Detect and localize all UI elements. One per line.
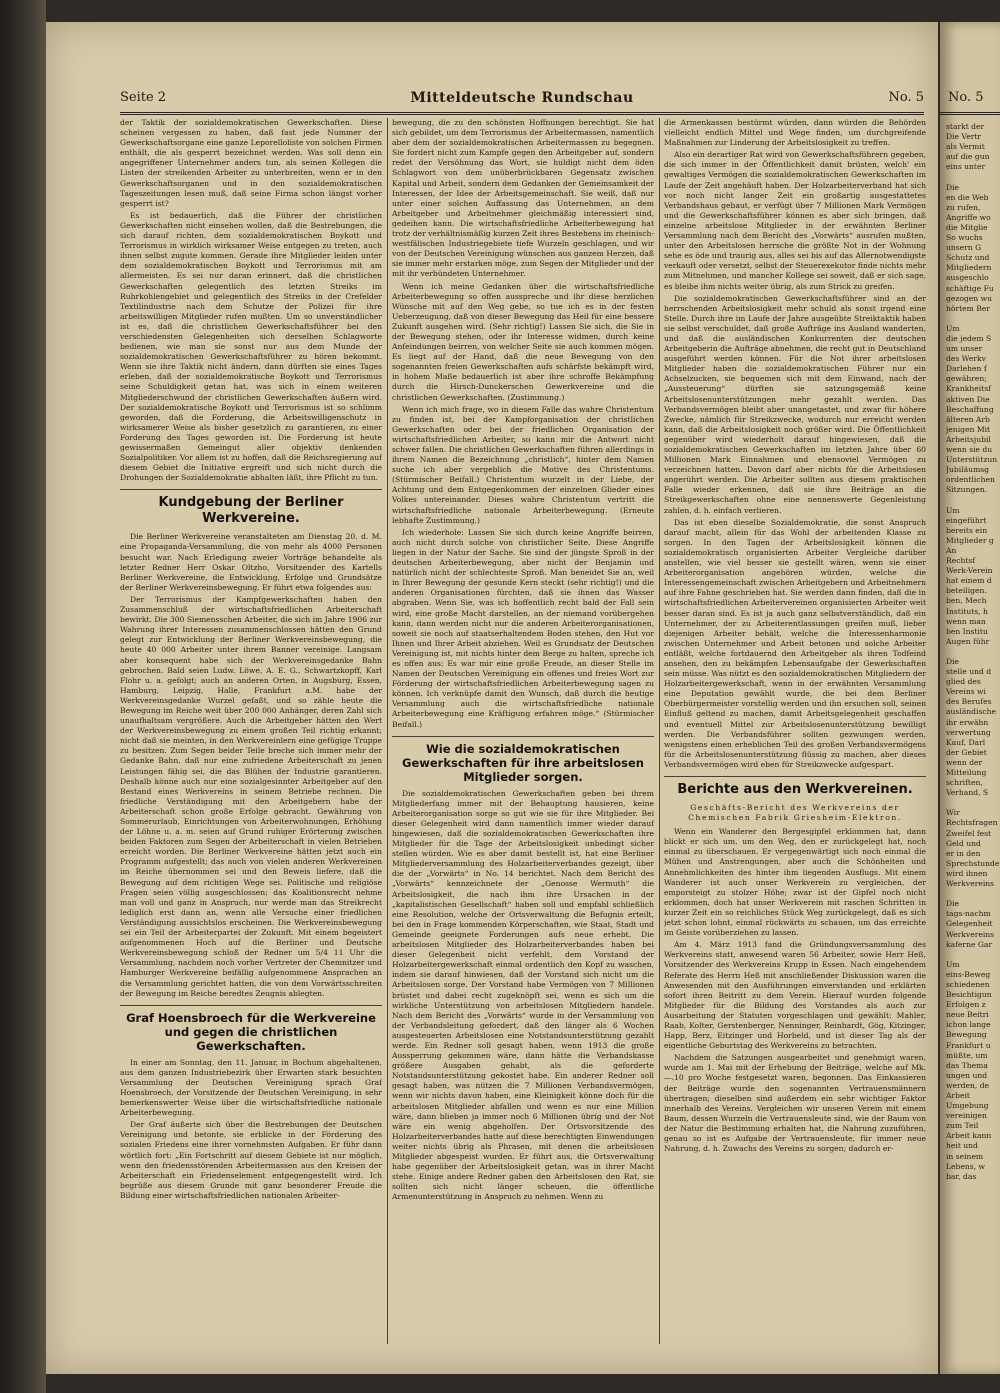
adjacent-text-line: Werk-Verein (946, 566, 993, 576)
adjacent-text-line: tags-nachm (946, 909, 991, 919)
adjacent-text-line: Augen führ (946, 636, 990, 646)
adjacent-text-line: ben, Mech (946, 596, 987, 606)
article-paragraph: Es ist bedauerlich, daß die Führer der christlichen Gewerkschaften nicht einsehen wollen, daß die Bestrebungen, die sich darauf richten, dem sozialdemokratischen Boykott und Terrorismus in wirklich wirksamer Weise entgegen zu treten, auch ihnen selbst zugute kommen. Gerade ihre Mitglieder leiden unter dem sozialdemokratischen Boykott und Terrorismus mit am allermeisten. Es sei nur daran erinnert, daß die christlichen Gewerkschaften gelegentlich des letzten Streiks im Ruhrkohlengebiet und gelegentlich des Streiks in der Crefelder Textilindustrie nach dem Schutze der Polizei für ihre arbeitswilligen Mitglieder rufen mußten. Um so unverständlicher ist es, daß die christlichen Gewerkschaftsführer bei den verschiedensten Gelegenheiten sich derselben Schlagworte bedienen, wie man sie sonst nur aus dem Munde der sozialdemokratischen Gewerkschaftsführer zu hören bekommt. Wenn sie ihre Taktik nicht ändern, dann dürften sie eines Tages erleben, daß der sozialdemokratische Boykott und Terrorismus seine Schuldigkeit getan hat, was sich in einem weiteren Mitgliederschwund der christlichen Gewerkschaften äußern wird. Der sozialdemokratische Boykott und Terrorismus ist so schlimm geworden, daß die Forderung, die Arbeitswilligenschutz in wirksamerer Weise als bisher gesetzlich zu garantieren, zu einer Forderung des Tages geworden ist. Die Forderung ist heute gewissermaßen Gemeingut aller objektiv denkenden Sozialpolitiker. Vor allem ist zu hoffen, daß die Reichsregierung auf diesem Gebiet die Initiative ergreift und sich nicht durch die Drohungen der Sozialdemokratie abhalten läßt, ihre Pflicht zu tun. (120, 210, 382, 483)
article-columns (120, 118, 924, 1344)
adjacent-text-line: beteiligen. (946, 586, 987, 596)
adjacent-text-line: heit und (946, 1141, 978, 1151)
adjacent-text-line: vereinigen (946, 1111, 987, 1121)
adjacent-text-line: kaferne Gar (946, 939, 993, 949)
adjacent-text-line: Jubiläumsg (946, 465, 990, 475)
article-paragraph: Der Terrorismus der Kampfgewerkschaften haben den Zusammenschluß der wirtschaftsfriedlichen Arbeiterschaft bewirkt. Die 300 Siemensschen Arbeiter, die sich im Jahre 1906 zur Wahrung ihrer Interessen zusammenschlossen hätten den Grund gelegt zur Entwicklung der Berliner Werkvereinsbewegung, die heute 40 000 Arbeiter unter ihrem Banner vereinige. Langsam aber konsequent habe sich der Werkvereinsgedanke Bahn gebrochen. Bald seien Ludw. Löwe, A. E. G., Schwartzkopff, Karl Flohr u. a. gefolgt; auch an anderen Orten, in Augsburg, Essen, Hamburg, Leipzig, Halle, Frankfurt a.M. habe der Werkvereinsgedanke Wurzel gefaßt, und so zähle heute die Bewegung im Reiche weit über 200 000 Anhänger, deren Zahl sich unaufhaltsam vergrößere. Auch die Arbeitgeber hätten den Wert der Werkvereinsbewegung zu einem großen Teil richtig erkannt; nicht daß sie meinten, in den Werkvereinlern eine gefügige Truppe zu besitzen. Zum Segen beider Teile breche sich immer mehr der Gedanke Bahn, daß nur eine zufriedene Arbeiterschaft zu jenen Leistungen fähig sei, die das Blühen der Industrie garantieren. Deshalb könne auch nur eine sozialgesinnter Arbeitgeber auf den Bestand eines Werkvereins in seinem Betriebe rechnen. Die friedliche Verständigung mit den Arbeitgebern habe der Arbeiterschaft schon große Erfolge gebracht. Gewährung von Sommerurlaub, Einrichtungen von Arbeiterwohnungen, Erhöhung der Löhne u. a. m. seien auf Grund ruhiger Erörterung zwischen beiden Faktoren zum Segen der Arbeiterschaft in vielen Betrieben erreicht worden. Die Berliner Werkvereine hätten jetzt auch ein Programm aufgestellt; das auch von vielen anderen Werkvereinen im Reiche übernommen sei und den Beweis liefere, daß die Bewegung auf dem richtigen Wege sei. Politische und religiöse Fragen seien völlig ausgeschlossen; das Koalitionsrecht nehme man voll und ganz in Anspruch, nur werde man das Streikrecht lediglich erst dann an, wenn alle Versuche einer friedlichen Verständigung aussichtslos erscheinen. Die Werkvereinsbewegung sei ein Teil der Arbeiterpartei der Zukunft. Mit einem begeistert aufgenommenen Hoch auf die Berliner und Deutsche Werkvereinsbewegung schloß der Redner um 5/4 11 Uhr die Versammlung, nachdem noch vorher Vertreter der Chemnitzer und Hamburger Werkvereine beifällig aufgenommene Ansprachen an die Versammlung gerichtet hatten, die von dem Vorwärtsschreiten der Bewegung im Reiche beredtes Zeugnis ablegten. (120, 594, 382, 998)
column-3 (664, 118, 926, 1344)
adjacent-text-line: um unser (946, 344, 983, 354)
adjacent-text-line (946, 647, 1000, 657)
adjacent-text-line: Arbeitsjubil (946, 434, 991, 444)
newspaper-page (46, 22, 938, 1374)
adjacent-text-line: Die Vertr (946, 132, 982, 142)
adjacent-text-line: Angriffe wo (946, 212, 991, 222)
adjacent-text-line: en die Web (946, 192, 989, 202)
adjacent-text-line: stelle und d (946, 667, 992, 677)
adjacent-text-line: gewähren; (946, 374, 987, 384)
adjacent-text-line: aktiven Die (946, 394, 990, 404)
article-paragraph: Wenn ich meine Gedanken über die wirtschaftsfriedliche Arbeiterbewegung so offen ausspreche und ihr diese herzlichen Wünsche mit auf den Weg gebe, so tue ich es in der festen Ueberzeugung, daß von dieser Bewegung das Heil für eine bessere Zukunft ausgehen wird. (Sehr richtig!) Lassen Sie sich, die Sie in der Bewegung stehen, oder ihr Interesse widmen, durch keine Anfeindungen beirren, von welcher Seite sie auch kommen mögen. Es liegt auf der Hand, daß die neue Bewegung von den sogenannten freien Gewerkschaften aufs schärfste bekämpft wird, in hohem Maße bedauerlich ist aber ihre schroffe Bekämpfung durch die Hirsch-Dunckerschen Gewerkvereine und die christlichen Gewerkschaften. (Zustimmung.) (392, 281, 654, 402)
article-paragraph: die Armenkassen bestürmt würden, dann würden die Behörden vielleicht endlich Mittel und Wege finden, um durchgreifende Maßnahmen zur Linderung der Arbeitslosigkeit zu treffen. (664, 118, 926, 148)
adjacent-text-line: hat einem d (946, 576, 992, 586)
adjacent-text-line (946, 950, 1000, 960)
adjacent-text-line: ausländische (946, 707, 996, 717)
headline-graf-hoensbroech: Graf Hoensbroech für die Werkvereine und gegen die christlichen Gewerkschaften. (120, 1005, 382, 1053)
scan-binding-edge (0, 0, 46, 1393)
adjacent-text-line: So wuchs (946, 233, 983, 243)
adjacent-text-line: starkt der (946, 122, 985, 131)
adjacent-text-line (946, 889, 1000, 899)
adjacent-text-line: Arbeit (946, 1091, 970, 1100)
article-paragraph: Wenn ich mich frage, wo in diesem Falle das wahre Christentum zu finden ist, bei der Kampforganisation der christlichen Gewerkschaften oder bei der friedlichen Organisation der wirtschaftsfriedlichen Arbeiter, so kann mir die Antwort nicht schwer fallen. Die christlichen Gewerkschaften führen allerdings in ihrem Namen die Bezeichnung „christlich“, hinter dem Namen suche ich aber vergeblich die Motive des Christentums. (Stürmischer Beifall.) Christentum wurzelt in der Liebe, der Achtung und dem Entgegenkommen der einzelnen Glieder eines Volkes untereinander. Dieses wahre Christentum vertritt die wirtschaftsfriedliche nationale Arbeiterbewegung. (Erneute lebhafte Zustimmung.) (392, 404, 654, 525)
adjacent-text-line (946, 495, 1000, 505)
adjacent-text-line: Um (946, 505, 960, 515)
adjacent-text-line: wird ihnen (946, 868, 988, 878)
adjacent-text-line (946, 798, 1000, 808)
adjacent-text-line: des Werkv (946, 354, 986, 364)
article-paragraph: Die Berliner Werkvereine veranstalteten am Dienstag 20. d. M. eine Propaganda-Versammlung, die von mehr als 4000 Personen besucht war. Nach Erledigung zweier Vorträge behandelte als letzter Redner Herr Oskar Oltzho, Vorsitzender des Kartells Berliner Werkvereine, die Entwicklung, Erfolge und Grundsätze der Berliner Werkvereinsbewegung. Er führt etwa folgendes aus: (120, 532, 382, 592)
article-paragraph: Das ist eben dieselbe Sozialdemokratie, die sonst Anspruch darauf macht, allein für das Wohl der arbeitenden Klasse zu sorgen. In den Tagen der Arbeitslosigkeit können die sozialdemokratisch organisierten Arbeiter Vergleiche darüber anstellen, wie viel besser sie gestellt wären, wenn sie einer Arbeiterorganisation angehören würden, welche die Interessengemeinschaft zwischen Arbeitgebern und Arbeitnehmern auf ihre Fahne geschrieben hat. Sie werden dann finden, daß die in wirtschaftsfriedlichen Arbeitervereinen organisierten Arbeiter weit besser daran sind. Es ist ja auch ganz selbstverständlich, daß ein Unternehmer, der zu Arbeiterentlassungen greifen muß, lieber diejenigen Arbeiter behält, welche die Interessenharmonie zwischen Unternehmer und Arbeit betonen und solche Arbeiter entläßt, welche fortdauernd den Arbeitgeber als ihren Todfeind ansehen, den zu bekämpfen Lebensaufgabe der Gewerkschaften sein müsse. Was nützt es den sozialdemokratischen Mitgliedern der Holzarbeitergewerkschaft, wenn in der erwähnten Versammlung eine Deputation gewählt wurde, die bei dem Berliner Oberbürgermeister vorstellig werden und ihn ersuchen soll, seinen Einfluß geltend zu machen, damit Arbeitsgelegenheit geschaffen und eventuell Mittel zur Arbeitslosenunterstützung bewilligt werden. Die Verbandsführer sollten gezwungen werden, wenigstens einen erheblichen Teil des großen Verbandsvermögens für die Arbeitslosenunterstützung flüssig zu machen, aber dieses Verbandsvermögen wird eben für Streikzwecke aufgespart. (664, 517, 926, 769)
adjacent-text-line: Werkvereins (946, 879, 995, 889)
column-1 (120, 118, 382, 1344)
article-paragraph: In einer am Sonntag, den 11. Januar, in Bochum abgehaltenen, aus dem ganzen Industriebezirk über Erwarten stark besuchten Versammlung der Deutschen Vereinigung sprach Graf Hoensbroech, der Vorsitzende der Deutschen Vereinigung, in sehr bemerkenswerter Weise über die wirtschaftsfriedliche nationale Arbeiterbewegung. (120, 1057, 382, 1118)
adjacent-text-line: Die (946, 899, 960, 909)
adjacent-text-line: das Thema (946, 1060, 988, 1070)
headline-berliner-werkvereine: Kundgebung der Berliner Werkvereine. (120, 489, 382, 527)
issue-number: No. 5 (888, 90, 924, 105)
adjacent-text-line: Werkvereins (946, 929, 995, 939)
article-paragraph: Also ein derartiger Rat wird von Gewerkschaftsführern gegeben, die sich immer in der Öffentlichkeit damit brüsten, welch' ein gewaltiges Vermögen die sozialdemokratischen Gewerkschaften im Laufe der Zeit angehäuft haben. Der Holzarbeiterverband hat sich vor noch nicht langer Zeit ein großartig ausgestattetes Verbandshaus gebaut, er verfügt über 7 Millionen Mark Vermögen und die Gewerkschaftsführer können es aber sich bringen, daß einzelne arbeitslose Mitglieder in der erwähnten Berliner Versammlung nach dem Bericht des „Vorwärts“ ausrufen mußten, unter den Arbeitslosen herrsche die größte Not in der Wohnung sehe es öde und traurig aus, alles sei bis auf das Allernotwendigste verkauft oder versetzt, selbst der Steuerexekutor finde nichts mehr zum Mitnehmen, und mancher Kollege sei soweit, daß er sich sage, es bleibe ihm nichts weiter übrig, als zum Strick zu greifen. (664, 150, 926, 291)
article-paragraph: der Taktik der sozialdemokratischen Gewerkschaften. Diese scheinen vergessen zu haben, daß fast jede Nummer der Gewerkschaftsorgane eine ganze Leporelloliste von solchen Firmen enthält, die als gesperrt bezeichnet werden. Was soll denn ein angegriffener Unternehmer anders tun, als seinen Kollegen die Listen der streikenden Arbeiter zu unterbreiten, wenn er in den Gewerkschaftsorganen und in den sozialdemokratischen Tageszeitungen lesen muß, daß seine Firma schon längst vorher gesperrt ist? (120, 118, 382, 208)
adjacent-text-line: auf die gun (946, 152, 990, 162)
report-subtitle: Geschäfts-Bericht des Werkvereins der Chemischen Fabrik Griesheim-Elektron. (688, 803, 902, 823)
article-paragraph: Der Graf äußerte sich über die Bestrebungen der Deutschen Vereinigung und betonte, sie erblicke in der Förderung des sozialen Friedens eine ihrer vornehmsten Aufgaben. Er führ dann wörtlich fort: „Ein Fortschritt auf diesem Gebiete ist nur möglich, wenn den friedensstörenden Arbeitermassen aus den Kreisen der Arbeiterschaft ein Friedenselement entgegengestellt wird. Ich begrüße aus diesem Grunde mit ganz besonderer Freude die Bildung einer wirtschaftsfriedlichen nationalen Arbeiter- (120, 1120, 382, 1200)
adjacent-text-line: die jedem S (946, 333, 992, 343)
adjacent-text-line: bar, das (946, 1171, 977, 1181)
adjacent-text-line: Die (946, 182, 960, 192)
column-divider (387, 118, 388, 1344)
adjacent-text-line: Schutz und (946, 253, 990, 263)
adjacent-text-line: Rechtsfragen (946, 818, 998, 828)
adjacent-text-line: eingeführt (946, 515, 987, 525)
adjacent-text-line: wenn der (946, 757, 983, 767)
adjacent-text-line: Besichtigun (946, 990, 992, 1000)
adjacent-text-line: Lebens, w (946, 1161, 986, 1171)
adjacent-text-line: müßte, um (946, 1050, 988, 1060)
adjacent-text-line: Frankfurt u (946, 1040, 991, 1050)
adjacent-text-line: wenn sie du (946, 445, 993, 454)
adjacent-text-line: unsern G (946, 243, 982, 253)
adjacent-text-line: Mitgliedern (946, 263, 992, 273)
adjacent-text-line: Sprechstunde (946, 858, 1000, 868)
adjacent-text-line: Mitglieder g (946, 535, 994, 545)
headline-berichte-werkvereine: Berichte aus den Werkvereinen. (664, 776, 926, 798)
adjacent-text-line: eins-Beweg (946, 969, 991, 979)
adjacent-text-line: ihr erwähn (946, 717, 989, 727)
article-paragraph: Am 4. März 1913 fand die Gründungsversammlung des Werkvereins statt, anwesend waren 56 Arbeiter, sowie Herr Heß, Vorsitzender des Werkvereins Krupp in Essen. Nach eingehendem Referate des Herrn Heß mit anschließender Diskussion waren die Anwesenden mit den Ausführungen einverstanden und erklärten sofort ihren Beitritt zu dem Verein. Hierauf wurden folgende Mitglieder für die Bildung des Vorstandes als auch zur Ausarbeitung der Statuten vorgeschlagen und gewählt: Mahler, Raab, Kolter, Gerstenberger, Nenninger, Reinhardt, Gög, Kitzinger, Happ, Berz, Eitzinger und Horbeld, und ist dieser Tag als der eigentliche Geburtstag des Werkvereins zu betrachten. (664, 940, 926, 1051)
adjacent-text-line: Bewegung (946, 1030, 987, 1040)
adjacent-text-line: ordentlichen (946, 475, 995, 485)
adjacent-text-line: Rechtsf (946, 556, 976, 566)
adjacent-text-line: ungen und (946, 1070, 988, 1080)
adjacent-text-line: Gelegenheit (946, 919, 993, 929)
adjacent-text-line: Beschaffung (946, 404, 994, 414)
adjacent-text-line: Arbeit kann (946, 1131, 992, 1141)
adjacent-text-line: schiedenen (946, 979, 990, 989)
adjacent-text-line: des Berufes (946, 697, 992, 707)
adjacent-text-line: Die (946, 656, 960, 666)
adjacent-text-line: Erfolgen z (946, 1000, 986, 1010)
adjacent-page-edge (940, 22, 1000, 1374)
adjacent-text-line: Unterstützun (946, 455, 998, 465)
adjacent-text-line: Krankheitsf (946, 384, 991, 394)
adjacent-text-line (946, 172, 1000, 182)
adjacent-text-line: werden, de (946, 1080, 990, 1090)
adjacent-text-line: Darlehen f (946, 364, 987, 374)
adjacent-text-line: der Gebiet (946, 747, 987, 757)
article-paragraph: Die sozialdemokratischen Gewerkschaften geben bei ihrem Mitgliederfang immer mit der Behauptung hausieren, keine Arbeiterorganisation sorge so gut wie sie für ihre Mitglieder. Bei dieser Gelegenheit wird dann namentlich immer wieder darauf hingewiesen, daß die sozialdemokratischen Gewerkschaften ihre Mitglieder für die Tage der Arbeitslosigkeit unbedingt sicher stellen würden. Wie es aber damit bestellt ist, hat eine Berliner Mitgliederversammlung des Holzarbeiterverbandes gezeigt, über die der „Vorwärts“ in No. 14 berichtet. Nach dem Bericht des „Vorwärts“ kennzeichnete der „Genosse Wermuth“ die Arbeitslosigkeit, die nach ihm ihre Ursachen in der „kapitalistischen Gesellschaft“ haben soll und empfahl schließlich eine Resolution, welche der Ortsverwaltung die Befugnis erteilt, bei den in Frage kommenden Körperschaften, wie Staat, Stadt und Gemeinde geeignete Forderungen aufs neue erhebt. Die arbeitslosen Mitglieder des Holzarbeiterverbandes haben bei dieser Gelegenheit nicht verfehlt, dem Vorstand der Holzarbeitergewerkschaft einmal ordentlich den Kopf zu waschen, indem sie darauf hinwiesen, daß der Vorstand sich nicht um die Arbeitslosen sorge. Der Vorstand habe Vermögen von 7 Millionen brüstet und dabei recht zugeknöpft sei, wenn es sich um die wirkliche Unterstützung von arbeitslosen Mitgliedern handele. Nach dem Bericht des „Vorwärts“ wurde in der Versammlung von der Verbandsleitung gefordert, daß den länger als 6 Wochen ausgesteuerten Arbeitslosen eine Notstandsunterstützung gezahlt werde. Ein Redner soll gesagt haben, wenn 1913 die große Aussperrung gekommen wäre, dann hätte die Verbandskasse größere Ausgaben gehabt, als die geforderte Notstandsunterstützung gekostet habe. Ein anderer Redner soll gesagt haben, was nützen die 7 Millionen Verbandsvermögen, wenn wir nichts davon haben, eine Kleinigkeit könne doch für die arbeitslosen Mitglieder abfallen und wenn es nur eine Million wäre, dann blieben ja immer noch 6 Millionen übrig und der Not wäre ein wenig abgeholfen. Der Ortsvorsitzende des Holzarbeiterverbandes hatte auf diese berechtigten Einwendungen weiter nichts übrig als Phrasen, mit denen die arbeitslosen Mitglieder abgespeist wurden. Er führt aus, die Ortsverwaltung habe gegenüber der Arbeitslosigkeit getan, was in ihrer Macht stehe. Einige andere Redner gaben den Arbeitslosen den Rat, sie sollten sich nicht länger scheuen, die öffentliche Armenunterstützung in Anspruch zu nehmen. Wenn zu (392, 788, 654, 1202)
adjacent-text-line: glied des (946, 677, 981, 687)
column-2 (392, 118, 654, 1344)
adjacent-text-line: Vereins wi (946, 687, 986, 697)
adjacent-issue-number: No. 5 (948, 90, 984, 105)
adjacent-text-line: verwertung (946, 727, 991, 737)
article-paragraph: Wenn ein Wanderer den Bergesgipfel erklommen hat, dann blickt er sich um, um den Weg, den er zurückgelegt hat, noch einmal zu überschauen. Er vergegenwärtigt sich noch einmal die Mühen und Anstrengungen, aber auch die Schönheiten und Annehmlichkeiten des hinter ihm liegenden Ausflugs. Mit einem Wanderer ist auch unser Werkverein zu vergleichen, der emporsteigt zu stolzer Höhe; zwar ist der Gipfel noch nicht erklommen, doch hat unser Werkverein mit raschen Schritten in kurzer Zeit ein so reichliches Stück Weg zurückgelegt, daß es sich jetzt schon lohnt, einmal rückwärts zu schauen, um das erreichte im Geiste vorüberziehen zu lassen. (664, 827, 926, 938)
page-header (120, 86, 924, 115)
adjacent-text-line: die Mitglie (946, 222, 988, 232)
adjacent-text-line: er in den (946, 848, 981, 858)
article-paragraph: Nachdem die Satzungen ausgearbeitet und genehmigt waren, wurde am 1. Mai mit der Erhebung der Beiträge, welche auf Mk. —.10 pro Woche festgesetzt waren, begonnen. Das Einkassieren der Beiträge wurde den sogenannten Vertrauensmännern übertragen; dieselben sind außerdem ein sehr wichtiger Faktor innerhalb des Vereins. Vergleichen wir unseren Verein mit einem Baum, dessen Wurzeln die Vertrauensleute sind, wie der Baum von der Natur die Bestimmung erhalten hat, die Nahrung zuzuführen, genau so ist es Aufgabe der Vertrauensleute, für immer neue Nahrung, d. h. Zuwachs des Vereins zu sorgen; dadurch er- (664, 1053, 926, 1154)
adjacent-header-rule (940, 112, 1000, 115)
article-paragraph: Ich wiederhole: Lassen Sie sich durch keine Angriffe beirren, auch nicht durch solche von christlicher Seite. Diese Angriffe liegen in der Natur der Sache. Sie sind der jüngste Sproß in der deutschen Arbeiterbewegung, aber nicht der Benjamin und natürlich nicht der schlechteste Sproß. Man beneidet Sie an, weil in Ihrer Bewegung der gesunde Kern steckt (sehr richtig!) und die anderen Organisationen fürchten, daß sie ihnen das Wasser abgraben. Wenn Sie, was ich hoffentlich recht bald der Fall sein wird, eine große Macht darstellen, an der niemand vorübergehen kann, dann werden nicht nur die anderen Arbeiterorganisationen, soweit sie noch auf staatserhaltendem Boden stehen, den Hut vor Ihnen und Ihrer Arbeit abziehen. Weil es Grundsatz der Deutschen Vereinigung ist, mit nichts hinter dem Berge zu halten, spreche ich es offen aus: Es war mir eine große Freude, an dieser Stelle im Namen der Deutschen Vereinigung ein offenes und freies Wort zur Förderung der wirtschaftsfriedlichen Arbeiterbewegung sagen zu können. Ich verknüpfe damit den Wunsch, daß durch die heutige Versammlung auch die wirtschaftsfriedliche nationale Arbeiterbewegung eine Kräftigung erfahren möge.“ (Stürmischer Beifall.) (392, 527, 654, 729)
adjacent-page-text (946, 122, 1000, 1344)
adjacent-text-line (946, 314, 1000, 324)
adjacent-text-line: als Vermit (946, 142, 985, 152)
adjacent-text-line: schäftige Fu (946, 283, 994, 293)
adjacent-text-line: Wir (946, 808, 960, 818)
adjacent-text-line: Sitzungen. (946, 485, 988, 495)
column-divider (659, 118, 660, 1344)
article-paragraph: bewegung, die zu den schönsten Hoffnungen berechtigt. Sie hat sich gebildet, um dem Terrorismus der Arbeitermassen, namentlich aber dem der sozialdemokratischen Arbeitermassen zu begegnen. Sie fordert nicht zum Kampfe gegen den Arbeitgeber auf, sondern redet der Versöhnung das Wort, sie huldigt nicht dem öden Schlagwort von dem unüberbrückbaren Gegensatz zwischen Kapital und Arbeit, sondern dem Gedanken der Gemeinsamkeit der Interessen, der Idee der Arbeitsgemeinschaft. Sie weiß, daß nur unter einer solchen Auffassung das Unternehmen, an dem Arbeitgeber und Arbeitnehmer gleichmäßig interessiert sind, gedeihen kann. Die wirtschaftsfriedliche Arbeiterbewegung hat trotz der verhältnismäßig kurzen Zeit ihres Bestehens im rheinisch-westfälischen Industriegebiete tiefe Wurzeln geschlagen, und wir von der Deutschen Vereinigung wünschen aus ganzem Herzen, daß sie immer mehr erstarken möge, zum Segen der Mitglieder und der mit ihr verbündeten Unternehmer. (392, 118, 654, 279)
adjacent-text-line: älteren Arb (946, 414, 990, 424)
adjacent-text-line: Zweifel fest (946, 828, 992, 838)
adjacent-text-line: eins unter (946, 162, 986, 172)
adjacent-text-line: Um (946, 323, 960, 333)
adjacent-text-line: bereits ein (946, 525, 988, 535)
adjacent-text-line: Verhand, S (946, 788, 989, 798)
adjacent-text-line: Umgebung (946, 1101, 989, 1111)
masthead-title: Mitteldeutsche Rundschau (410, 90, 634, 106)
headline-gewerkschaften-arbeitslose: Wie die sozialdemokratischen Gewerkschaften für ihre arbeitslosen Mitglieder sorgen. (392, 736, 654, 784)
adjacent-text-line: in seinem (946, 1151, 984, 1161)
adjacent-text-line: Instituts, h (946, 606, 988, 616)
adjacent-text-line: hörtem Ber (946, 303, 990, 313)
adjacent-text-line: Kauf, Darl (946, 737, 986, 747)
adjacent-text-line: ichon lange (946, 1020, 991, 1030)
article-paragraph: Die sozialdemokratischen Gewerkschaftsführer sind an der herrschenden Arbeitslosigkeit mehr schuld als sonst irgend eine Stelle. Durch ihre im Laufe der Jahre ausgeübte Streiktaktik haben sie selbst verschuldet, daß große Aufträge ins Ausland wanderten, und daß die ausländischen Konkurrenten der deutschen Arbeitgeberin die Aufträge abnehmen, die recht gut in Deutschland ausgeführt werden können. Für die Not ihrer arbeitslosen Mitglieder haben die sozialdemokratischen Führer nur ein Achselzucken, sie bequemen sich mit dem Einwand, nach der „Aussteuerung“ dürften sie satzungsgemäß keine Arbeitslosenunterstützungen mehr gezahlt werden. Das Verbandsvermögen bleibt aber unangetastet, und zwar für höhere Zwecke, nämlich für Streikzwecke, wodurch nur erreicht werden kann, daß die Arbeitslosigkeit noch größer wird. Die Öffentlichkeit gegenüber wird wiederholt darauf hingewiesen, daß die sozialdemokratischen Gewerkschaften im letzten Jahre über 60 Millionen Mark Einnahmen und ebensoviel Vermögen zu verzeichnen hatten. Davon darf aber nichts für die Arbeitslosen angerührt werden. Die Arbeiter sollten aus diesem praktischen Falle wieder erkennen, daß sie ihre Beiträge an die Streikgewerkschaften ohne eine nennenswerte Gegenleistung zahlen, d. h. einfach verlieren. (664, 293, 926, 515)
adjacent-text-line: Mitteilung (946, 768, 987, 777)
adjacent-text-line: jenigen Mit (946, 424, 991, 434)
adjacent-text-line: schriften, (946, 778, 983, 788)
adjacent-text-line: Um (946, 959, 960, 969)
adjacent-text-line: Geld und (946, 838, 981, 848)
adjacent-text-line: ausgeschlo (946, 273, 989, 283)
adjacent-text-line: wenn man (946, 616, 986, 626)
adjacent-text-line: gezogen wu (946, 293, 992, 303)
adjacent-text-line: neue Beitri (946, 1010, 989, 1020)
adjacent-text-line: An (946, 545, 957, 555)
adjacent-text-line: zu rufen, (946, 202, 981, 212)
adjacent-text-line: ben Institu (946, 626, 988, 636)
page-number-label: Seite 2 (120, 90, 167, 105)
adjacent-text-line: zum Teil (946, 1121, 979, 1131)
